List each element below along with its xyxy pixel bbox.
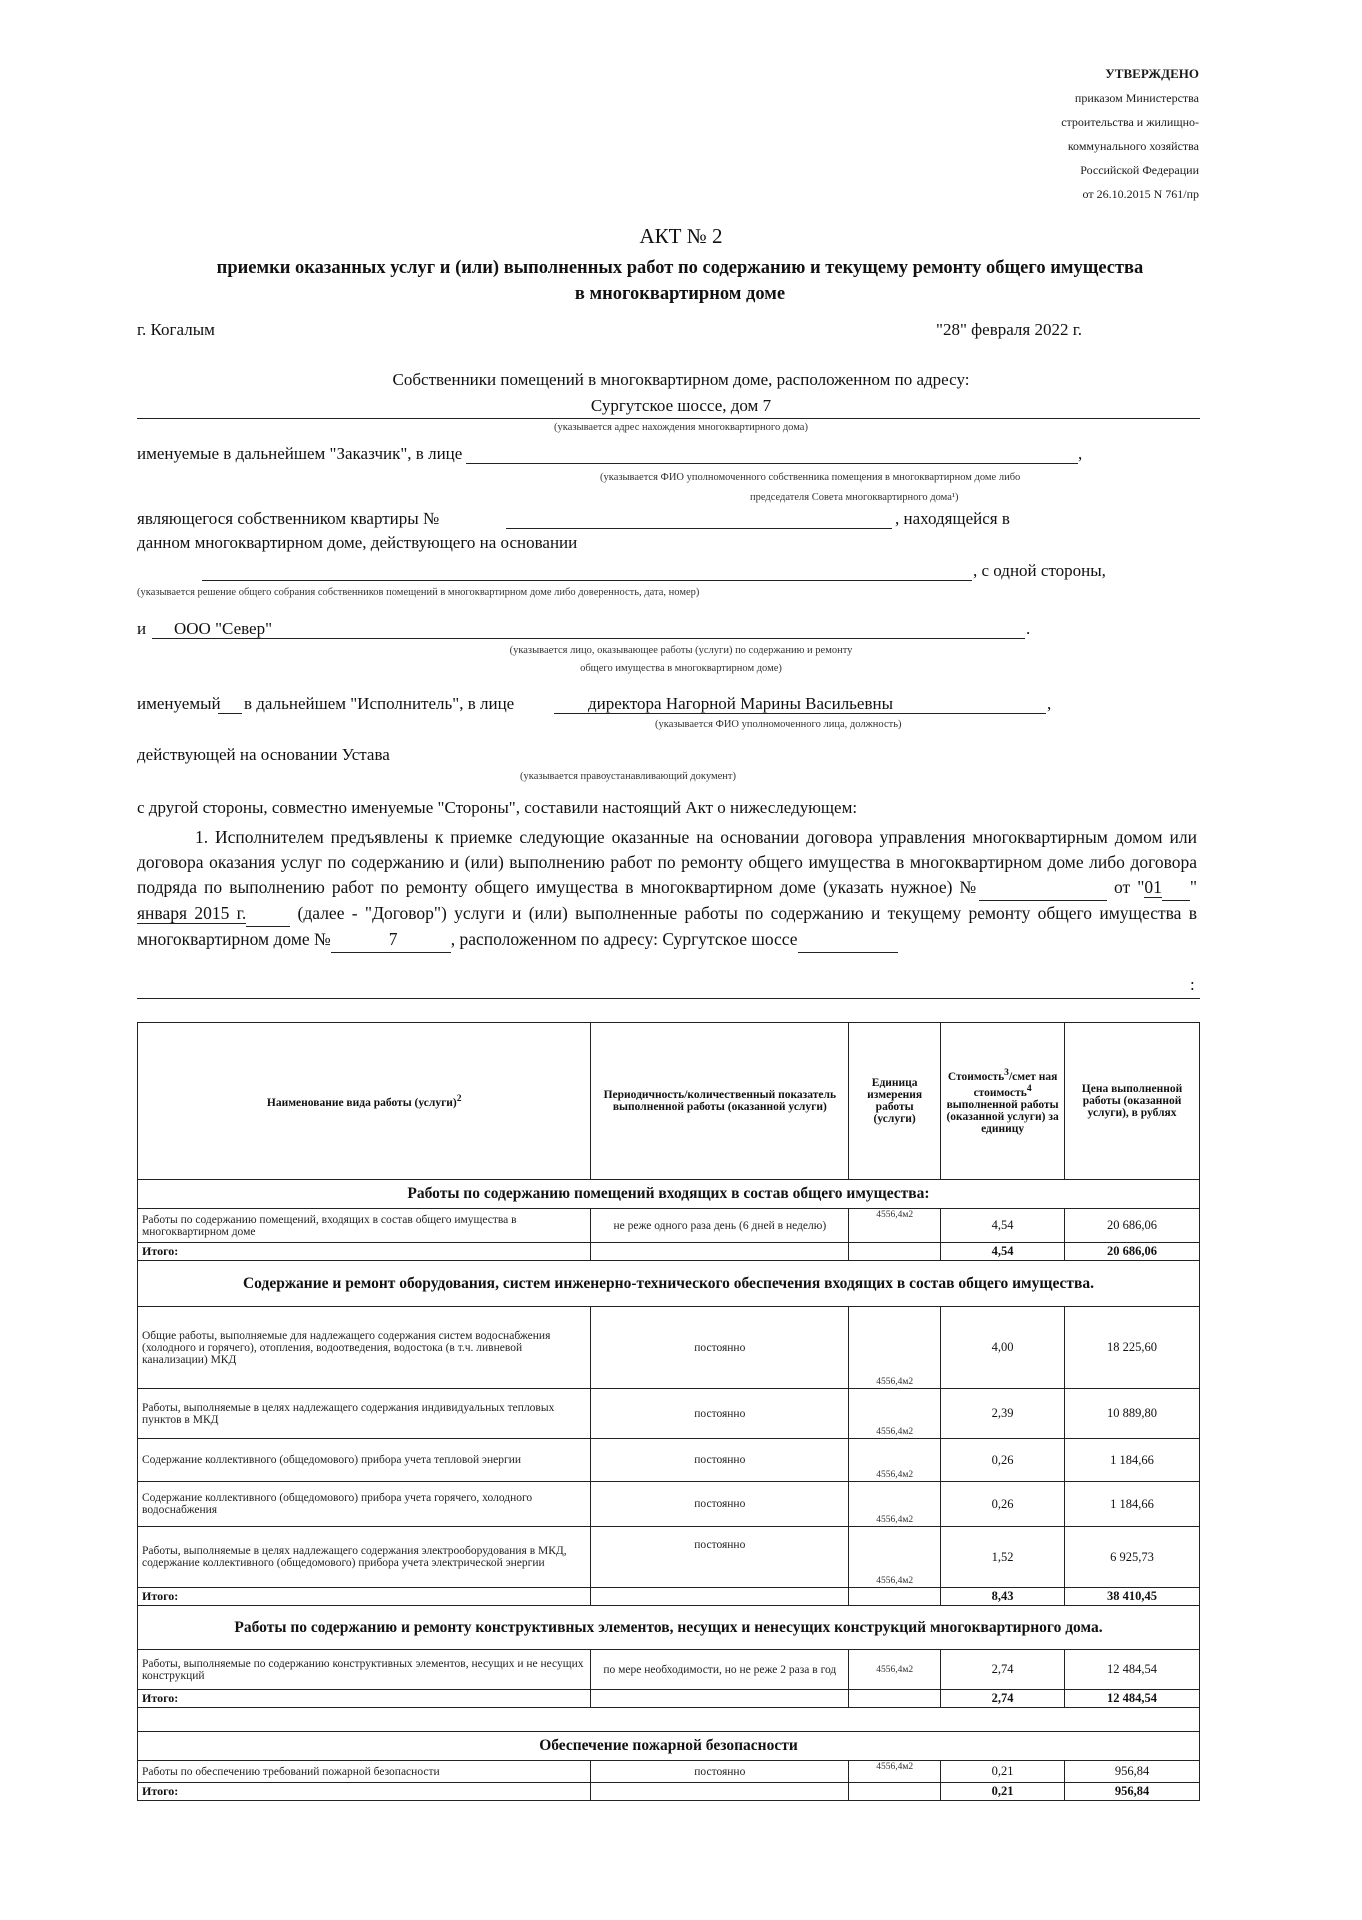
total-cost: 0,21 (941, 1783, 1065, 1801)
address-line (137, 418, 1200, 419)
work-unit: 4556,4м2 (849, 1650, 941, 1690)
work-name: Содержание коллективного (общедомового) прибора учета тепловой энергии (138, 1439, 591, 1482)
approval-heading: УТВЕРЖДЕНО (1105, 66, 1199, 81)
basis-text: данном многоквартирном доме, действующего на основании (137, 533, 578, 552)
located-text: , находящейся в (895, 509, 1010, 528)
city: г. Когалым (137, 320, 215, 339)
act-title-line: приемки оказанных услуг и (или) выполненных работ по содержанию и текущему ремонту общего имущества (216, 258, 1144, 278)
total-row (138, 1783, 1200, 1801)
work-price: 18 225,60 (1065, 1307, 1200, 1389)
work-name: Содержание коллективного (общедомового) прибора учета горячего, холодного водоснабжения (138, 1482, 591, 1527)
owner-text: являющегося собственником квартиры № (137, 509, 440, 528)
header-cost (941, 1023, 1065, 1180)
empty-cell (849, 1690, 941, 1708)
approval-line: Российской Федерации (1080, 163, 1199, 177)
rep-comma: , (1047, 694, 1052, 713)
table-row (138, 1209, 1200, 1243)
table-header-row (138, 1023, 1200, 1180)
owners-intro: Собственники помещений в многоквартирном доме, расположенном по адресу: (392, 370, 970, 389)
owners-address: Сургутское шоссе, дом 7 (590, 396, 772, 415)
section-header-row (138, 1261, 1200, 1307)
contractor-line (152, 638, 1025, 639)
work-name: Работы по обеспечению требований пожарной безопасности (138, 1761, 591, 1783)
work-name: Работы, выполняемые в целях надлежащего содержания электрооборудования в МКД, содержание коллективного (общедомового) прибора учета электрической энергии (138, 1527, 591, 1588)
clause-text: 1. Исполнителем предъявлены к приемке следующие оказанные на основании договора управления многоквартирным домом или договора оказания услуг по содержанию и (или) выполнению работ по ремонту общего имущества в многоквартирном доме либо договора подряда по выполнению работ по ремонту общего имущества в многоквартирном доме (указать нужное) № (137, 827, 1197, 897)
work-periodicity: постоянно (591, 1389, 849, 1439)
table-row (138, 1482, 1200, 1527)
other-side-text: с другой стороны, совместно именуемые "Стороны", составили настоящий Акт о нижеследующем: (137, 798, 858, 817)
work-periodicity: постоянно (591, 1482, 849, 1527)
total-cost: 4,54 (941, 1243, 1065, 1261)
work-periodicity: постоянно (591, 1439, 849, 1482)
total-label: Итого: (138, 1243, 591, 1261)
empty-cell (591, 1690, 849, 1708)
total-price: 956,84 (1065, 1783, 1200, 1801)
customer-rep-line (466, 463, 1078, 464)
total-label: Итого: (138, 1588, 591, 1606)
one-side-text: , с одной стороны, (973, 561, 1106, 580)
header-cost-text: /смет ная стоимость (973, 1071, 1058, 1099)
work-periodicity: постоянно (591, 1761, 849, 1783)
customer-text: именуемые в дальнейшем "Заказчик", в лице (137, 444, 463, 463)
date-line (246, 901, 290, 927)
empty-cell (849, 1588, 941, 1606)
section-title: Работы по содержанию и ремонту конструктивных элементов, несущих и ненесущих конструкций многоквартирного дома. (138, 1606, 1200, 1650)
empty-cell (849, 1243, 941, 1261)
rep-note: (указывается ФИО уполномоченного лица, должность) (655, 719, 902, 730)
clause-text: (далее - "Договор") услуги и (или) выполненные работы по содержанию и текущему ремонту общего имущества в многоквартирном доме № (137, 903, 1198, 949)
address-note: (указывается адрес нахождения многоквартирного дома) (554, 422, 808, 433)
house-number: 7 (331, 927, 381, 953)
work-price: 20 686,06 (1065, 1209, 1200, 1243)
empty-cell (849, 1783, 941, 1801)
services-table (137, 1022, 1200, 1801)
spacer-row (138, 1708, 1200, 1732)
section-header-row (138, 1732, 1200, 1761)
header-cost-text: выполненной работы (оказанной услуги) за единицу (946, 1098, 1059, 1135)
work-price: 956,84 (1065, 1761, 1200, 1783)
total-row (138, 1243, 1200, 1261)
section-title: Обеспечение пожарной безопасности (138, 1732, 1200, 1761)
table-row (138, 1439, 1200, 1482)
basis-line (202, 580, 972, 581)
work-unit: 4556,4м2 (849, 1527, 941, 1588)
work-price: 1 184,66 (1065, 1439, 1200, 1482)
work-unit: 4556,4м2 (849, 1482, 941, 1527)
work-price: 6 925,73 (1065, 1527, 1200, 1588)
header-unit: Единица измерения работы (услуги) (849, 1023, 941, 1180)
table-row (138, 1650, 1200, 1690)
approval-block (1061, 62, 1199, 206)
clause-text: , расположенном по адресу: Сургутское шоссе (450, 929, 798, 949)
header-price: Цена выполненной работы (оказанной услуги), в рублях (1065, 1023, 1200, 1180)
approval-line: от 26.10.2015 N 761/пр (1082, 187, 1199, 201)
work-cost: 0,26 (941, 1482, 1065, 1527)
section-title: Содержание и ремонт оборудования, систем инженерно-технического обеспечения входящих в состав общего имущества. (138, 1261, 1200, 1307)
work-periodicity: постоянно (591, 1307, 849, 1389)
work-cost: 0,21 (941, 1761, 1065, 1783)
empty-cell (138, 1708, 1200, 1732)
work-cost: 0,26 (941, 1439, 1065, 1482)
approval-line: строительства и жилищно- (1061, 115, 1199, 129)
work-cost: 1,52 (941, 1527, 1065, 1588)
table-row (138, 1527, 1200, 1588)
clause-end-line (137, 998, 1200, 999)
contract-date: января 2015 г. (137, 903, 247, 923)
total-price: 38 410,45 (1065, 1588, 1200, 1606)
empty-cell (591, 1783, 849, 1801)
address-blank (798, 927, 898, 953)
named-text: именуемый (137, 694, 221, 713)
header-footnote: 4 (1026, 1083, 1032, 1094)
section-title: Работы по содержанию помещений входящих в состав общего имущества: (138, 1180, 1200, 1209)
contractor-name: ООО "Север" (174, 619, 273, 638)
approval-line: приказом Министерства (1074, 91, 1199, 105)
named-blank (218, 713, 242, 714)
work-unit: 4556,4м2 (849, 1439, 941, 1482)
contractor-period: . (1026, 619, 1031, 638)
act-title-line: в многоквартирном доме (574, 284, 786, 304)
work-unit: 4556,4м2 (849, 1389, 941, 1439)
total-label: Итого: (138, 1690, 591, 1708)
clause-colon: : (1190, 975, 1195, 994)
work-price: 12 484,54 (1065, 1650, 1200, 1690)
act-title (130, 255, 1230, 307)
empty-cell (591, 1243, 849, 1261)
contractor-rep: директора Нагорной Марины Васильевны (588, 694, 894, 713)
work-price: 1 184,66 (1065, 1482, 1200, 1527)
header-footnote: 2 (456, 1093, 462, 1105)
act-number: АКТ № 2 (639, 224, 723, 248)
work-periodicity: по мере необходимости, но не реже 2 раза в год (591, 1650, 849, 1690)
work-price: 10 889,80 (1065, 1389, 1200, 1439)
work-periodicity: постоянно (591, 1527, 849, 1588)
work-unit: 4556,4м2 (849, 1307, 941, 1389)
house-line (381, 927, 451, 953)
work-cost: 2,39 (941, 1389, 1065, 1439)
work-name: Общие работы, выполняемые для надлежащего содержания систем водоснабжения (холодного и горячего), отопления, водоотведения, водостока (в т.ч. ливневой канализации) МКД (138, 1307, 591, 1389)
header-name-text: Наименование вида работы (услуги) (266, 1096, 457, 1109)
contract-day: 01 (1144, 877, 1162, 897)
header-name (138, 1023, 591, 1180)
section-header-row (138, 1180, 1200, 1209)
total-label: Итого: (138, 1783, 591, 1801)
work-unit: 4556,4м2 (849, 1761, 941, 1783)
clause-1 (137, 825, 1197, 953)
work-name: Работы, выполняемые в целях надлежащего содержания индивидуальных тепловых пунктов в МКД (138, 1389, 591, 1439)
table-row (138, 1761, 1200, 1783)
work-cost: 4,00 (941, 1307, 1065, 1389)
table-row (138, 1389, 1200, 1439)
contractor-note: общего имущества в многоквартирном доме) (580, 663, 782, 674)
work-name: Работы, выполняемые по содержанию конструктивных элементов, несущих и не несущих конструкций (138, 1650, 591, 1690)
work-cost: 4,54 (941, 1209, 1065, 1243)
basis-note: (указывается решение общего собрания собственников помещений в многоквартирном доме либо доверенность, дата, номер) (137, 587, 700, 598)
contract-number-line (979, 875, 1107, 901)
section-header-row (138, 1606, 1200, 1650)
header-cost-text: Стоимость (947, 1071, 1005, 1083)
table-row (138, 1307, 1200, 1389)
act-date: "28" февраля 2022 г. (936, 320, 1083, 339)
work-unit: 4556,4м2 (849, 1209, 941, 1243)
apartment-line (506, 528, 892, 529)
named-text: в дальнейшем "Исполнитель", в лице (244, 694, 515, 713)
contractor-note: (указывается лицо, оказывающее работы (услуги) по содержанию и ремонту (509, 645, 853, 656)
total-price: 12 484,54 (1065, 1690, 1200, 1708)
total-price: 20 686,06 (1065, 1243, 1200, 1261)
customer-note: председателя Совета многоквартирного дома¹) (750, 492, 959, 503)
day-line (1162, 875, 1190, 901)
total-row (138, 1690, 1200, 1708)
total-cost: 2,74 (941, 1690, 1065, 1708)
clause-text: " (1189, 877, 1197, 897)
customer-note: (указывается ФИО уполномоченного собственника помещения в многоквартирном доме либо (600, 472, 1021, 483)
contractor-prefix: и (137, 619, 147, 638)
acting-note: (указывается правоустанавливающий документ) (520, 771, 736, 782)
work-periodicity: не реже одного раза день (6 дней в неделю) (591, 1209, 849, 1243)
header-footnote: 3 (1004, 1067, 1009, 1079)
total-row (138, 1588, 1200, 1606)
empty-cell (591, 1588, 849, 1606)
customer-comma: , (1078, 444, 1083, 463)
header-periodicity: Периодичность/количественный показатель выполненной работы (оказанной услуги) (591, 1023, 849, 1180)
work-cost: 2,74 (941, 1650, 1065, 1690)
clause-text: от " (1106, 877, 1145, 897)
work-name: Работы по содержанию помещений, входящих в состав общего имущества в многоквартирном доме (138, 1209, 591, 1243)
approval-line: коммунального хозяйства (1067, 139, 1199, 153)
total-cost: 8,43 (941, 1588, 1065, 1606)
acting-text: действующей на основании Устава (137, 745, 390, 764)
